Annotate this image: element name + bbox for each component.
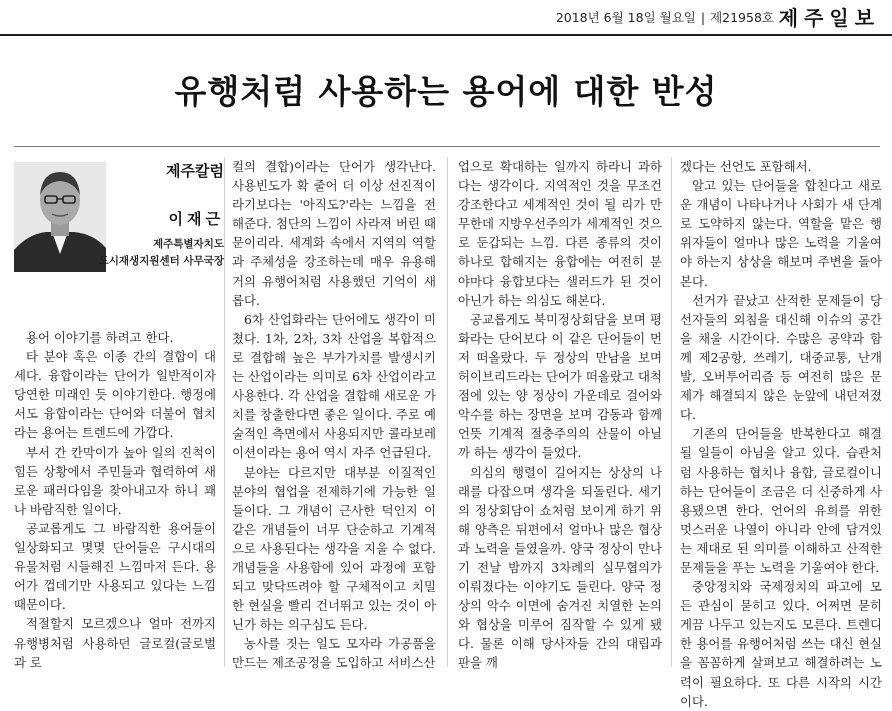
meta-separator: | <box>700 10 706 25</box>
article-column-2 <box>232 157 436 673</box>
paragraph: 선거가 끝났고 산적한 문제들이 당선자들의 외침을 대신해 이슈의 공간을 채울 시간이다. 수많은 공약과 함께 제2공항, 쓰레기, 대중교통, 난개발, 오버투어리즘 등 여전히 많은 문제가 해결되지 않은 눈앞에 내던져졌다. <box>680 292 882 423</box>
newspaper-name: 제주일보 <box>778 6 880 30</box>
paragraph: 6차 산업화라는 단어에도 생각이 미쳤다. 1차, 2차, 3차 산업을 복합적으로 결합해 높은 부가가치를 발생시키는 산업이라는 의미로 6차 산업이라고 사용한다. 각 산업을 결합해 새로운 가치를 창출한다면 좋은 일이다. 주로 예술적인 측면에서 사용되지만 콜라보레이션이라는 용어 역시 자주 언급된다. <box>232 311 436 461</box>
column-name: 제주칼럼 <box>166 162 224 180</box>
paragraph: 공교롭게도 그 바람직한 용어들이 일상화되고 몇몇 단어들은 구시대의 유물처럼 시들해진 느낌마저 든다. 용어가 껍데기만 사용되고 있다는 느낌 때문이다. <box>14 520 216 613</box>
paragraph: 중앙정치와 국제정치의 파고에 모든 관심이 묻히고 있다. 어쩌면 묻히게끔 나두고 있는지도 모른다. 트렌디한 용어를 유행어처럼 쓰는 대신 현실을 꼼꼼하게 살펴보고 해결하려는 노력이 필요하다. 또 다른 시작의 시간이다. <box>680 579 882 709</box>
paragraph: 알고 있는 단어들을 합친다고 새로운 개념이 나타나거나 사회가 새 단계로 도약하지 않는다. 역할을 맡은 행위자들이 얼마나 많은 노력을 기울여야 하는지 상상을 해보며 주변을 돌아본다. <box>680 178 882 289</box>
article-headline: 유행처럼 사용하는 용어에 대한 반성 <box>174 72 718 111</box>
paragraph: 의심의 행렬이 길어지는 상상의 나래를 다잡으며 생각을 되돌린다. 세기의 정상회담이 쇼처럼 보이게 하기 위해 양측은 뒤편에서 얼마나 많은 협상과 노력을 들였을까. 양국 정상이 만나기 전날 밤까지 3차례의 실무협의가 이뤄졌다는 이야기도 들린다. 양국 정상의 악수 이면에 숨겨진 치열한 논의와 협상을 미루어 짐작할 수 있게 됐다. 물론 이해 당사자들 간의 대립과 판을 깨 <box>458 464 662 671</box>
article-column-4 <box>680 157 882 711</box>
article-column-3 <box>458 157 662 673</box>
column-divider <box>447 157 448 667</box>
column-divider <box>224 157 225 667</box>
headline-rule <box>14 146 880 147</box>
paragraph: 컬의 결합)이라는 단어가 생각난다. 사용빈도가 확 줄어 더 이상 선진적이라기보다는 '아직도?'라는 느낌을 전해준다. 첨단의 느낌이 사라져 버린 때문이리라. 세계화 속에서 지역의 역할과 주체성을 강조하는데 매우 유용해 거의 유행어처럼 사용했던 기억이 새롭다. <box>232 159 436 308</box>
masthead <box>0 0 892 36</box>
author-name: 이재근 <box>168 210 224 228</box>
paragraph: 분야는 다르지만 대부분 이질적인 분야의 협업을 전제하기에 가능한 일들이다. 그 개념이 근사한 덕인지 이 같은 개념들이 너무 단순하고 기계적으로 사용된다는 생각을 지울 수 없다. 개념들을 사용함에 있어 과정에 포함되고 맞닥뜨려야 할 구체적이고 치밀한 현실을 빨리 건너뛰고 있는 것이 아닌가 하는 의구심도 든다. <box>232 464 436 633</box>
column-divider <box>671 157 672 667</box>
paragraph: 적절할지 모르겠으나 얼마 전까지 유행병처럼 사용하던 글로컬(글로벌과 로 <box>14 616 216 670</box>
byline <box>14 152 224 280</box>
paragraph: 용어 이야기를 하려고 한다. <box>26 330 174 345</box>
issue-meta <box>556 8 774 26</box>
paragraph: 부서 간 칸막이가 높아 일의 진척이 힘든 상황에서 주민들과 협력하여 새로운 패러다임을 찾아내고자 하니 꽤나 바람직한 일이다. <box>14 444 216 517</box>
paragraph: 기존의 단어들을 반복한다고 해결될 일들이 아님을 알고 있다. 습관처럼 사용하는 협치나 융합, 글로컬이니 하는 단어들이 조금은 더 신중하게 사용됐으면 한다. 언어의 유희를 위한 멋스러운 나열이 아니라 안에 담겨있는 제대로 된 의미를 이해하고 산적한 문제들을 푸는 노력을 기울여야 한다. <box>680 426 882 575</box>
article-column-1 <box>14 328 216 672</box>
author-affiliation-line2: 도시재생지원센터 사무국장 <box>98 255 224 267</box>
paragraph: 겠다는 선언도 포함해서. <box>680 159 812 174</box>
top-rule <box>0 34 892 36</box>
paragraph: 농사를 짓는 일도 모자라 가공품을 만드는 제조공정을 도입하고 서비스산 <box>232 636 436 671</box>
paragraph: 타 분야 혹은 이종 간의 결합이 대세다. 융합이라는 단어가 일반적이자 당연한 미래인 듯 이야기한다. 행정에서도 융합이라는 단어와 더불어 협치라는 용어는 트렌드에 가깝다. <box>14 349 216 441</box>
author-affiliation-line1: 제주특별자치도 <box>152 238 224 250</box>
issue-number: 제21958호 <box>710 10 774 25</box>
issue-date: 2018년 6월 18일 월요일 <box>555 10 696 25</box>
paragraph: 공교롭게도 북미정상회담을 보며 평화라는 단어보다 이 같은 단어들이 먼저 떠올랐다. 두 정상의 만남을 보며 허이브리드라는 단어가 떠올랐고 대척점에 있는 양 정상이 가운데로 걸어와 악수를 하는 장면을 보며 감동과 함께 언뜻 기계적 절충주의의 산물이 아닐까 하는 생각이 들었다. <box>458 311 662 461</box>
paragraph: 업으로 확대하는 일까지 하라니 과하다는 생각이다. 지역적인 것을 무조건 강조한다고 세계적인 것이 될 리가 만무한데 지방우선주의가 세계적인 것으로 둔갑되는 느낌. 다른 종류의 것이 하나로 합해지는 융합에는 여전히 분야마다 융합보다는 샐러드가 된 것이 아닌가 하는 의심도 해본다. <box>458 159 662 308</box>
